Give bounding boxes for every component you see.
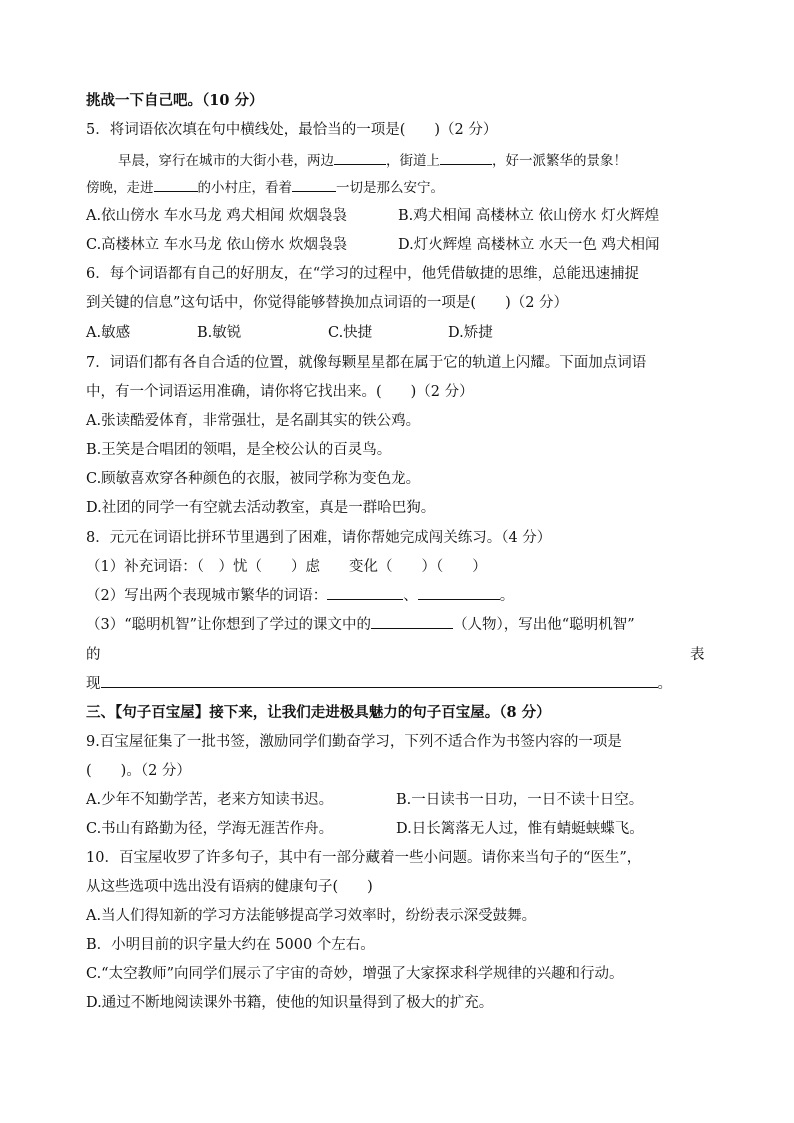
- q5-option-d[interactable]: D.灯火辉煌 高楼林立 水天一色 鸡犬相闻: [398, 237, 660, 253]
- q6-stem-line-1: 6．每个词语都有自己的好朋友，在“学习的过程中，他凭借敏捷的思维，总能迅速捕捉: [86, 266, 640, 282]
- q6-stem-line-2: 到关键的信息”这句话中，你觉得能够替换加点词语的一项是( )（2 分）: [86, 295, 569, 311]
- q5-blank-2[interactable]: [440, 150, 492, 165]
- q6-option-b[interactable]: B.敏锐: [197, 325, 242, 341]
- section-3-heading: 三、【句子百宝屋】接下来，让我们走进极具魅力的句子百宝屋。（8 分）: [86, 704, 551, 721]
- q8-part-2-prompt: （2）写出两个表现城市繁华的词语：: [86, 588, 328, 604]
- q9-stem-line-2: ( )。（2 分）: [86, 763, 191, 779]
- q9-option-c[interactable]: C.书山有路勤为径，学海无涯苦作舟。: [86, 821, 334, 837]
- q5-options-row-1: [86, 205, 710, 227]
- q8-part-2-separator: 、: [403, 588, 418, 604]
- q6-option-a[interactable]: A.敏感: [86, 325, 131, 341]
- q5-sentence-2: [86, 177, 710, 199]
- q7-stem-line-1: 7．词语们都有各自合适的位置，就像每颗星星都在属于它的轨道上闪耀。下面加点词语: [86, 355, 647, 371]
- q10-option-d[interactable]: D.通过不断地阅读课外书籍，使他的知识量得到了极大的扩充。: [86, 995, 494, 1011]
- q5-s2-part-b: 的小村庄，看着: [197, 180, 292, 196]
- q8-part-2-end: 。: [499, 588, 515, 604]
- q5-option-a[interactable]: A.依山傍水 车水马龙 鸡犬相闻 炊烟袅袅: [86, 208, 347, 224]
- q8-part-3-de: 的: [86, 647, 101, 663]
- q10-option-b[interactable]: B．小明目前的识字量大约在 5000 个左右。: [86, 937, 375, 953]
- q8-blank-word-1[interactable]: [327, 585, 403, 600]
- section-intro-heading: 挑战一下自己吧。（10 分）: [86, 92, 264, 109]
- q6-option-c[interactable]: C.快捷: [328, 325, 373, 341]
- q8-part-1: （1）补充词语：（ ）忧（ ）虑 变化（ ）（ ）: [86, 559, 487, 575]
- q9-option-b[interactable]: B.一日读书一日功，一日不读十日空。: [396, 792, 644, 808]
- q7-option-d[interactable]: D.社团的同学一有空就去活动教室，真是一群哈巴狗。: [86, 500, 436, 516]
- q10-option-a[interactable]: A.当人们得知新的学习方法能够提高学习效率时，纷纷表示深受鼓舞。: [86, 908, 537, 924]
- q8-part-3-biao: 表: [690, 647, 705, 663]
- q5-s1-part-b: ，街道上: [386, 153, 440, 169]
- q10-stem-line-1: 10．百宝屋收罗了许多句子，其中有一部分藏着一些小问题。请你来当句子的“医生”，: [86, 850, 642, 866]
- q8-part-2: [86, 585, 710, 607]
- q8-blank-performance[interactable]: [101, 673, 658, 688]
- q7-option-c[interactable]: C.顾敏喜欢穿各种颜色的衣服，被同学称为变色龙。: [86, 471, 421, 487]
- q9-option-a[interactable]: A.少年不知勤学苦，老来方知读书迟。: [86, 792, 334, 808]
- q5-s1-part-c: ，好一派繁华的景象！: [492, 153, 627, 169]
- q8-part-3-end: 。: [657, 676, 672, 692]
- q8-part-3-line-3: [86, 673, 710, 695]
- q7-option-b[interactable]: B.王笑是合唱团的领唱，是全校公认的百灵鸟。: [86, 442, 392, 458]
- q9-stem-line-1: 9.百宝屋征集了一批书签，激励同学们勤奋学习，下列不适合作为书签内容的一项是: [86, 734, 622, 750]
- q10-option-c[interactable]: C.“太空教师”向同学们展示了宇宙的奇妙，增强了大家探求科学规律的兴趣和行动。: [86, 966, 624, 982]
- q7-option-a[interactable]: A.张读酷爱体育，非常强壮，是名副其实的铁公鸡。: [86, 413, 421, 429]
- q8-blank-word-2[interactable]: [418, 585, 500, 600]
- q10-stem-line-2: 从这些选项中选出没有语病的健康句子( ): [86, 879, 373, 895]
- q8-part-3-continued: （人物），写出他“聪明机智”: [453, 617, 635, 633]
- q5-option-c[interactable]: C.高楼林立 车水马龙 依山傍水 炊烟袅袅: [86, 237, 348, 253]
- q8-part-3-prompt: （3）“聪明机智”让你想到了学过的课文中的: [86, 617, 372, 633]
- q5-option-b[interactable]: B.鸡犬相闻 高楼林立 依山傍水 灯火辉煌: [398, 208, 660, 224]
- q6-option-d[interactable]: D.矫捷: [448, 325, 493, 341]
- q6-options-row: [86, 322, 710, 344]
- q5-s2-part-a: 傍晚，走进: [86, 180, 154, 196]
- q7-stem-line-2: 中，有一个词语运用准确，请你将它找出来。( )（2 分）: [86, 384, 474, 400]
- q9-options-row-1: [86, 789, 710, 811]
- q8-part-3: [86, 614, 710, 636]
- q8-blank-character[interactable]: [371, 614, 453, 629]
- q8-stem: 8．元元在词语比拼环节里遇到了困难，请你帮她完成闯关练习。（4 分）: [86, 530, 552, 546]
- q5-blank-3[interactable]: [154, 177, 198, 192]
- q8-part-3-xian: 现: [86, 676, 101, 692]
- q5-blank-4[interactable]: [292, 177, 336, 192]
- q5-s2-part-c: 一切是那么安宁。: [336, 180, 444, 196]
- q9-options-row-2: [86, 818, 710, 840]
- q5-sentence-1: [118, 150, 742, 172]
- q5-blank-1[interactable]: [334, 150, 386, 165]
- q5-stem: 5．将词语依次填在句中横线处，最恰当的一项是( )（2 分）: [86, 122, 498, 138]
- q5-options-row-2: [86, 234, 710, 256]
- q9-option-d[interactable]: D.日长篱落无人过，惟有蜻蜓蛱蝶飞。: [396, 821, 644, 837]
- q8-part-3-line-2: [86, 644, 710, 666]
- q5-s1-part-a: 早晨，穿行在城市的大街小巷，两边: [118, 153, 334, 169]
